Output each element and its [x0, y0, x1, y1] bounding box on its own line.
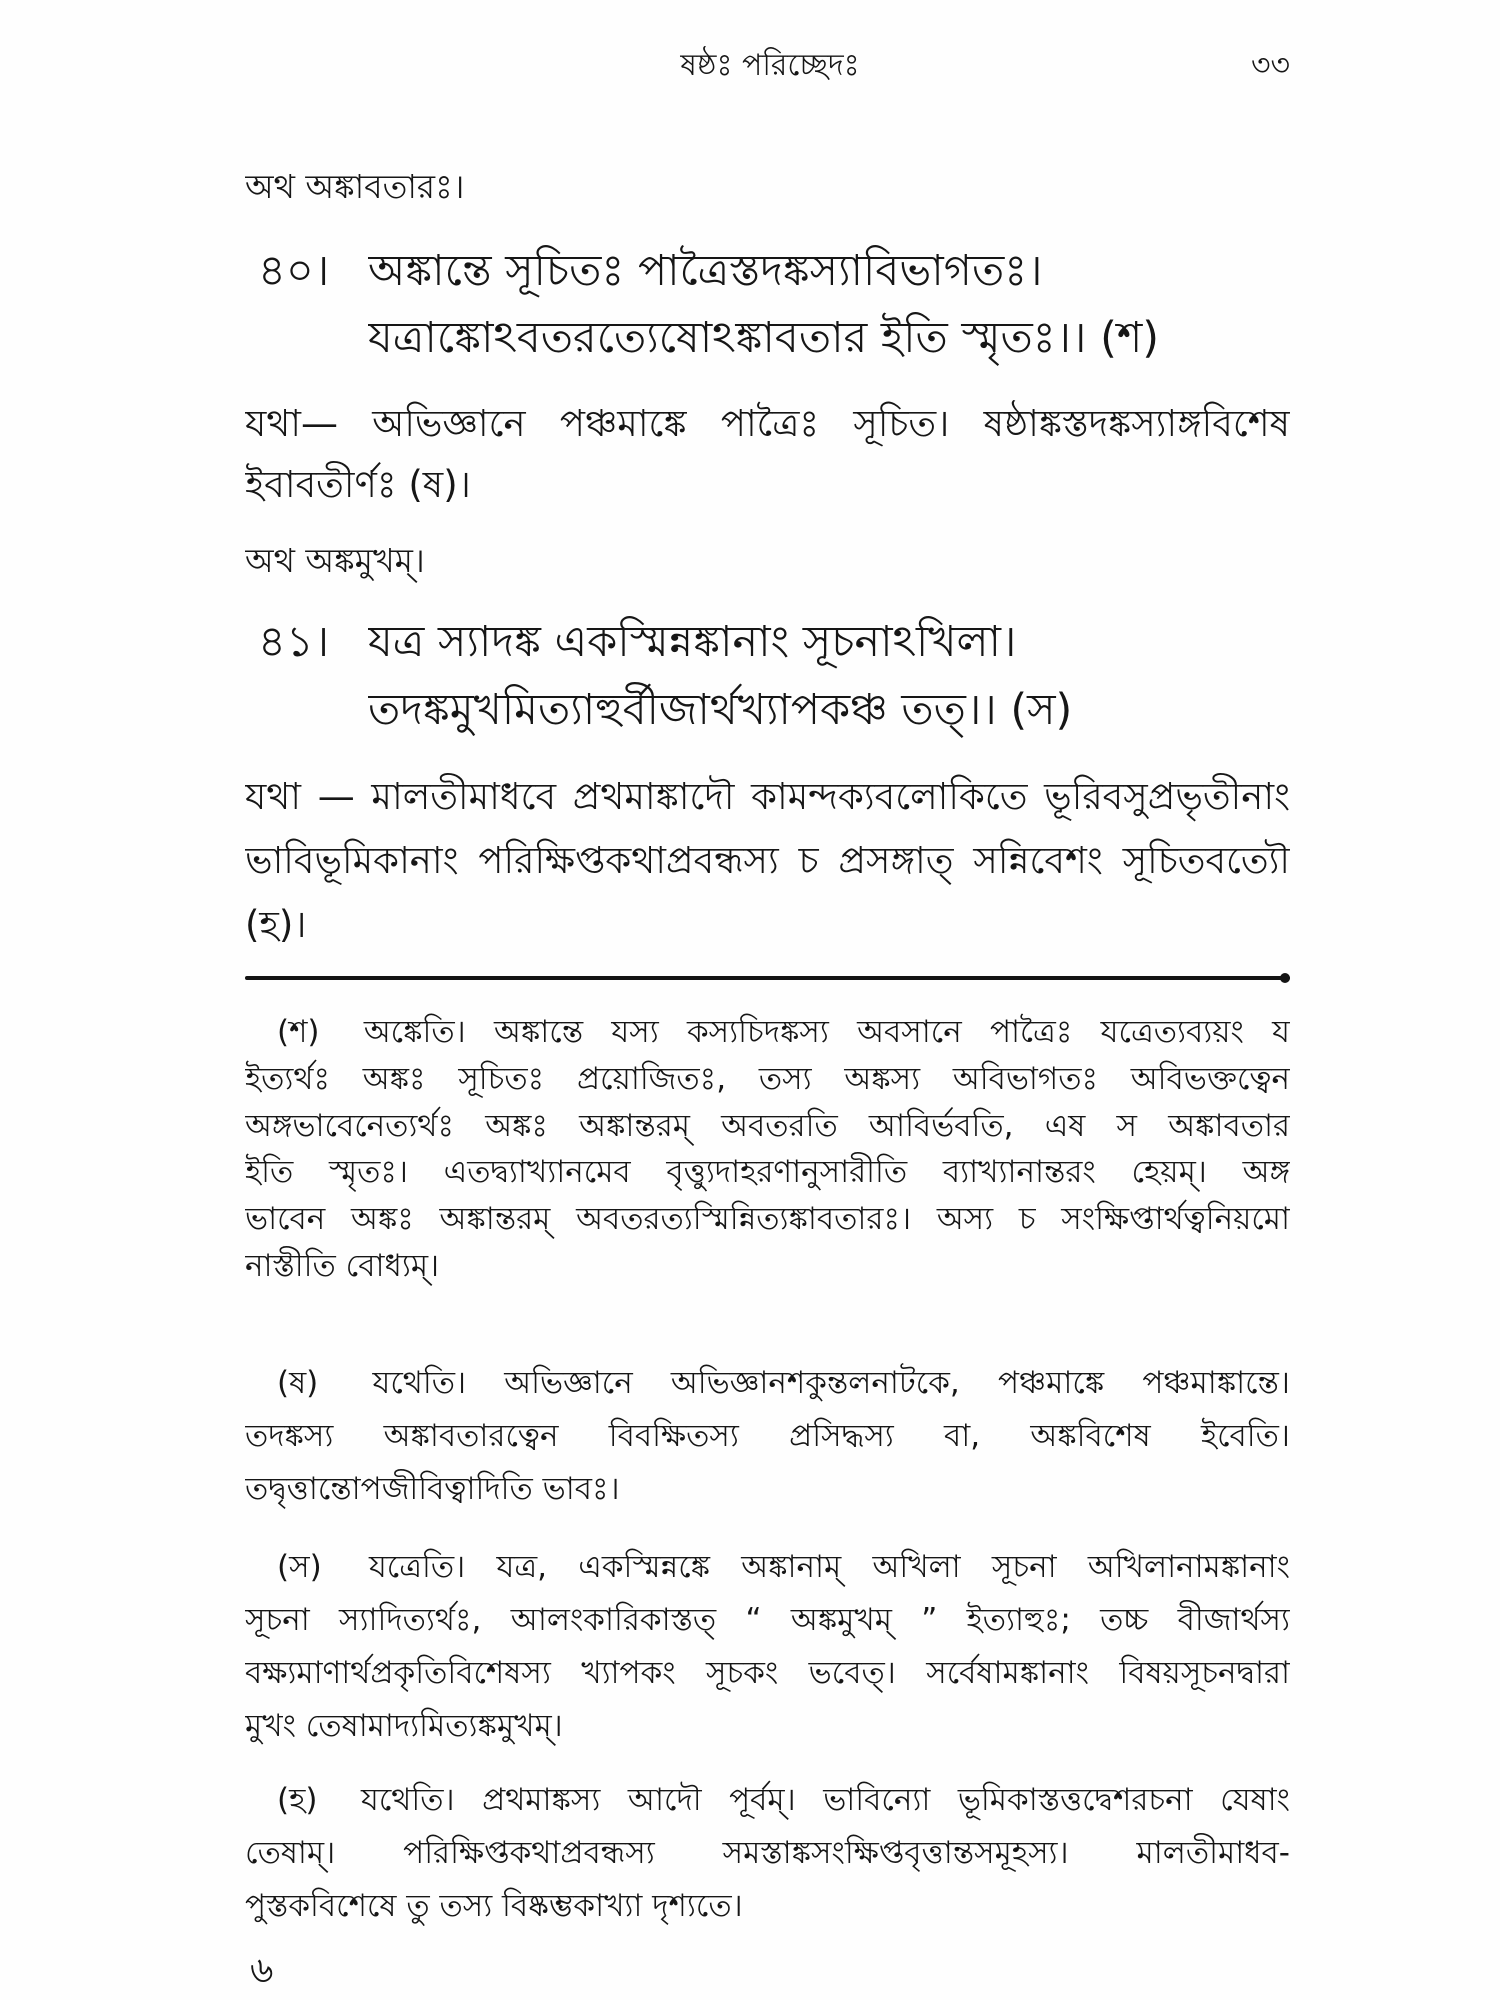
footnote-text: যথেতি। অভিজ্ঞানে অভিজ্ঞানশকুন্তলনাটকে, পঞ্চমাঙ্কে পঞ্চমাঙ্কান্তে।: [372, 1365, 1290, 1401]
page-number: ৩৩: [1250, 48, 1290, 83]
footnote-separator-rule: [245, 976, 1290, 980]
footnote-line: অঙ্গভাবেনেত্যর্থঃ অঙ্কঃ অঙ্কান্তরম্ অবতরতি আবির্ভবতি, এষ স অঙ্কাবতার: [245, 1107, 1290, 1144]
footnote-marker: (ষ): [277, 1365, 319, 1401]
verse-41: [368, 608, 1290, 744]
footnote-text: যথেতি। প্রথমাঙ্কস্য আদৌ পূর্বম্। ভাবিন্যো ভূমিকাস্তত্তদ্বেশরচনা যেষাং: [360, 1782, 1290, 1818]
footnote-line: ভাবেন অঙ্কঃ অঙ্কান্তরম্ অবতরত্যস্মিন্নিত্যঙ্কাবতারঃ। অস্য চ সংক্ষিপ্তার্থত্বনিয়মো: [245, 1201, 1290, 1238]
signature-mark: ৬: [250, 1950, 274, 1991]
running-header-title: ষষ্ঠঃ পরিচ্ছেদঃ: [680, 48, 860, 83]
prose-line: যথা — মালতীমাধবে প্রথমাঙ্কাদৌ কামন্দক্যবলোকিতে ভূরিবসুপ্রভৃতীনাং: [245, 775, 1290, 818]
footnote-sa: [245, 1541, 1290, 1753]
section-heading-ankamukha: অথ অঙ্কমুখম্।: [245, 541, 425, 580]
footnote-line: তদঙ্কস্য অঙ্কাবতারত্বেন বিবক্ষিতস্য প্রসিদ্ধস্য বা, অঙ্কবিশেষ ইবেতি।: [245, 1418, 1290, 1454]
section-heading-ankavatara: অথ অঙ্কাবতারঃ।: [245, 167, 465, 206]
verse-line: যত্রাঙ্কোঽবতরত্যেষোঽঙ্কাবতার ইতি স্মৃতঃ।। (শ): [368, 313, 1160, 363]
footnote-text: অঙ্কেতি। অঙ্কান্তে যস্য কস্যচিদঙ্কস্য অবসানে পাত্রৈঃ যত্রেত্যব্যয়ং য: [363, 1014, 1290, 1050]
footnote-line: বক্ষ্যমাণার্থপ্রকৃতিবিশেষস্য খ্যাপকং সূচকং ভবেত্। সর্বেষামঙ্কানাং বিষয়সূচনদ্বারা: [245, 1655, 1290, 1691]
verse-number-41: ৪১।: [258, 617, 330, 667]
example-40: [245, 393, 1290, 515]
footnote-line: সূচনা স্যাদিত্যর্থঃ, আলংকারিকাস্তত্ “ অঙ্কমুখম্ ” ইত্যাহুঃ; তচ্চ বীজার্থস্য: [245, 1602, 1290, 1638]
verse-line: তদঙ্কমুখমিত্যাহুর্বীজার্থখ্যাপকঞ্চ তত্।। (স): [368, 685, 1073, 735]
footnote-line: তেষাম্। পরিক্ষিপ্তকথাপ্রবন্ধস্য সমস্তাঙ্কসংক্ষিপ্তবৃত্তান্তসমূহস্য। মালতীমাধব-: [245, 1835, 1290, 1871]
footnote-line: ইতি স্মৃতঃ। এতদ্ব্যাখ্যানমেব বৃত্ত্যুদাহরণানুসারীতি ব্যাখ্যানান্তরং হেয়ম্। অঙ্গ: [245, 1154, 1290, 1191]
footnote-line: মুখং তেষামাদ্যমিত্যঙ্কমুখম্।: [245, 1708, 563, 1744]
footnote-marker: (শ): [277, 1014, 320, 1050]
prose-line: ইবাবতীর্ণঃ (ষ)।: [245, 463, 471, 506]
footnote-marker: (হ): [277, 1782, 318, 1818]
footnote-sha: [245, 1009, 1290, 1290]
rule-end-dot: [1280, 973, 1290, 983]
footnote-line: নাস্তীতি বোধ্যম্।: [245, 1247, 440, 1284]
footnote-ssa: [245, 1357, 1290, 1516]
prose-line: যথা— অভিজ্ঞানে পঞ্চমাঙ্কে পাত্রৈঃ সূচিত। ষষ্ঠাঙ্কস্তদঙ্কস্যাঙ্গবিশেষ: [245, 402, 1290, 445]
verse-number-40: ৪০।: [258, 246, 330, 296]
footnote-ha: [245, 1774, 1290, 1933]
verse-line: অঙ্কান্তে সূচিতঃ পাত্রৈস্তদঙ্কস্যাবিভাগতঃ।: [368, 246, 1043, 296]
footnote-line: [245, 1774, 1290, 1827]
footnote-line: পুস্তকবিশেষে তু তস্য বিষ্কম্ভকাখ্যা দৃশ্যতে।: [245, 1888, 743, 1924]
footnote-line: ইত্যর্থঃ অঙ্কঃ সূচিতঃ প্রয়োজিতঃ, তস্য অঙ্কস্য অবিভাগতঃ অবিভক্তত্বেন: [245, 1060, 1290, 1097]
footnote-text: যত্রেতি। যত্র, একস্মিন্নঙ্কে অঙ্কানাম্ অখিলা সূচনা অখিলানামঙ্কানাং: [368, 1549, 1290, 1585]
prose-line: (হ)।: [245, 903, 307, 946]
footnote-line: [245, 1009, 1290, 1056]
example-41: [245, 765, 1290, 957]
footnote-line: তদ্বৃত্তান্তোপজীবিত্বাদিতি ভাবঃ।: [245, 1471, 620, 1507]
footnote-marker: (স): [277, 1549, 322, 1585]
verse-line: যত্র স্যাদঙ্ক একস্মিন্নঙ্কানাং সূচনাঽখিলা।: [368, 617, 1017, 667]
verse-40: [368, 238, 1290, 372]
footnote-line: [245, 1357, 1290, 1410]
prose-line: ভাবিভূমিকানাং পরিক্ষিপ্তকথাপ্রবন্ধস্য চ প্রসঙ্গাত্ সন্নিবেশং সূচিতবত্যৌ: [245, 839, 1290, 882]
footnote-line: [245, 1541, 1290, 1594]
